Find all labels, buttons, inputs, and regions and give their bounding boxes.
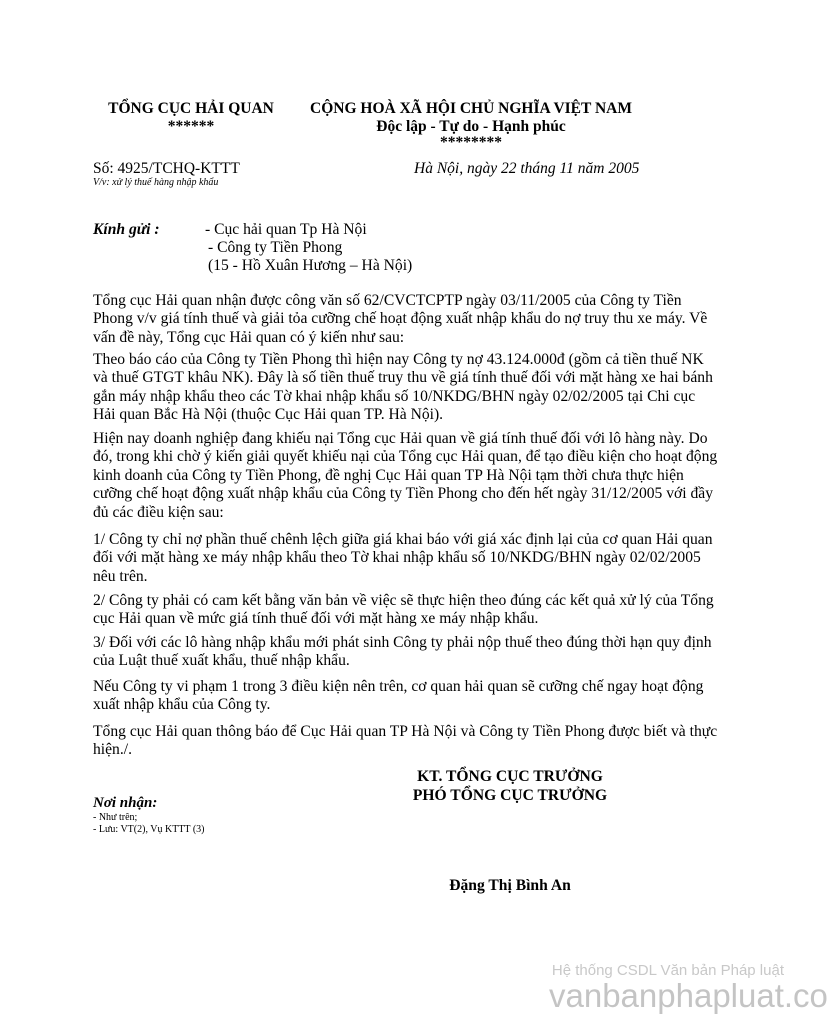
- watermark-site: vanbanphapluat.co: [549, 977, 828, 1014]
- document-number: Số: 4925/TCHQ-KTTT: [93, 160, 240, 177]
- recipient-2: - Công ty Tiền Phong: [208, 239, 343, 256]
- motto: Độc lập - Tự do - Hạnh phúc: [376, 118, 566, 135]
- paragraph-condition-2: 2/ Công ty phải có cam kết bằng văn bản về việc sẽ thực hiện theo đúng các kết quả xử lý của Tổng cục Hải quan về mức giá tính thuế đối với mặt hàng xe máy nhập khẩu.: [93, 592, 714, 628]
- recipients-label: Kính gửi :: [93, 221, 160, 238]
- place-date: Hà Nội, ngày 22 tháng 11 năm 2005: [414, 160, 640, 177]
- distribution-label: Nơi nhận:: [93, 795, 158, 811]
- paragraph-condition-1: 1/ Công ty chỉ nợ phần thuế chênh lệch giữa giá khai báo với giá xác định lại của cơ quan Hải quan đối với mặt hàng xe máy nhập khẩu theo Tờ khai nhập khẩu số 10/NKDG/BHN ngày 02/02/2005 nêu trên.: [93, 531, 713, 585]
- paragraph-violation: Nếu Công ty vi phạm 1 trong 3 điều kiện nên trên, cơ quan hải quan sẽ cưỡng chế ngay hoạt động xuất nhập khẩu của Công ty.: [93, 678, 704, 714]
- distribution-item-2: - Lưu: VT(2), Vụ KTTT (3): [93, 824, 205, 835]
- paragraph-intro: Tổng cục Hải quan nhận được công văn số 62/CVCTCPTP ngày 03/11/2005 của Công ty Tiền Phong v/v giá tính thuế và giải tỏa cưỡng chế hoạt động xuất nhập khẩu do nợ truy thu xe máy. Về vấn đề này, Tổng cục Hải quan có ý kiến như sau:: [93, 292, 708, 346]
- recipient-3: (15 - Hồ Xuân Hương – Hà Nội): [208, 257, 413, 274]
- motto-stars: ********: [440, 134, 502, 151]
- signature-title-1: KT. TỔNG CỤC TRƯỞNG: [417, 768, 603, 785]
- paragraph-complaint: Hiện nay doanh nghiệp đang khiếu nại Tổng cục Hải quan về giá tính thuế đối với lô hàng này. Do đó, trong khi chờ ý kiến giải quyết khiếu nại của Tổng cục Hải quan, để tạo điều kiện cho hoạt động kinh doanh của Công ty Tiền Phong, đề nghị Cục Hải quan TP Hà Nội tạm thời chưa thực hiện cưỡng chế hoạt động xuất nhập khẩu của Công ty Tiền Phong cho đến hết ngày 31/12/2005 với đầy đủ các điều kiện sau:: [93, 430, 718, 521]
- paragraph-debt-report: Theo báo cáo của Công ty Tiền Phong thì hiện nay Công ty nợ 43.124.000đ (gồm cả tiền thuế NK và thuế GTGT khâu NK). Đây là số tiền thuế truy thu về giá tính thuế đối với mặt hàng xe hai bánh gắn máy nhập khẩu theo các Tờ khai nhập khẩu số 10/NKDG/BHN ngày 02/02/2005 tại Chi cục Hải quan Bắc Hà Nội (thuộc Cục Hải quan TP. Hà Nội).: [93, 351, 713, 424]
- recipient-1: - Cục hải quan Tp Hà Nội: [205, 221, 367, 238]
- paragraph-condition-3: 3/ Đối với các lô hàng nhập khẩu mới phát sinh Công ty phải nộp thuế theo đúng thời hạn quy định của Luật thuế xuất khẩu, thuế nhập khẩu.: [93, 634, 712, 670]
- signature-title-2: PHÓ TỔNG CỤC TRƯỞNG: [412, 787, 608, 804]
- document-subject: V/v: xử lý thuế hàng nhập khẩu: [93, 177, 219, 188]
- signer-name: Đặng Thị Bình An: [449, 877, 571, 894]
- country-name: CỘNG HOÀ XÃ HỘI CHỦ NGHĨA VIỆT NAM: [310, 100, 632, 117]
- distribution-item-1: - Như trên;: [93, 812, 138, 823]
- paragraph-notice: Tổng cục Hải quan thông báo để Cục Hải quan TP Hà Nội và Công ty Tiền Phong được biết và thực hiện./.: [93, 723, 718, 759]
- agency-stars: ******: [167, 118, 215, 135]
- watermark-caption: Hệ thống CSDL Văn bản Pháp luật: [551, 962, 784, 979]
- agency-name: TỔNG CỤC HẢI QUAN: [108, 100, 274, 117]
